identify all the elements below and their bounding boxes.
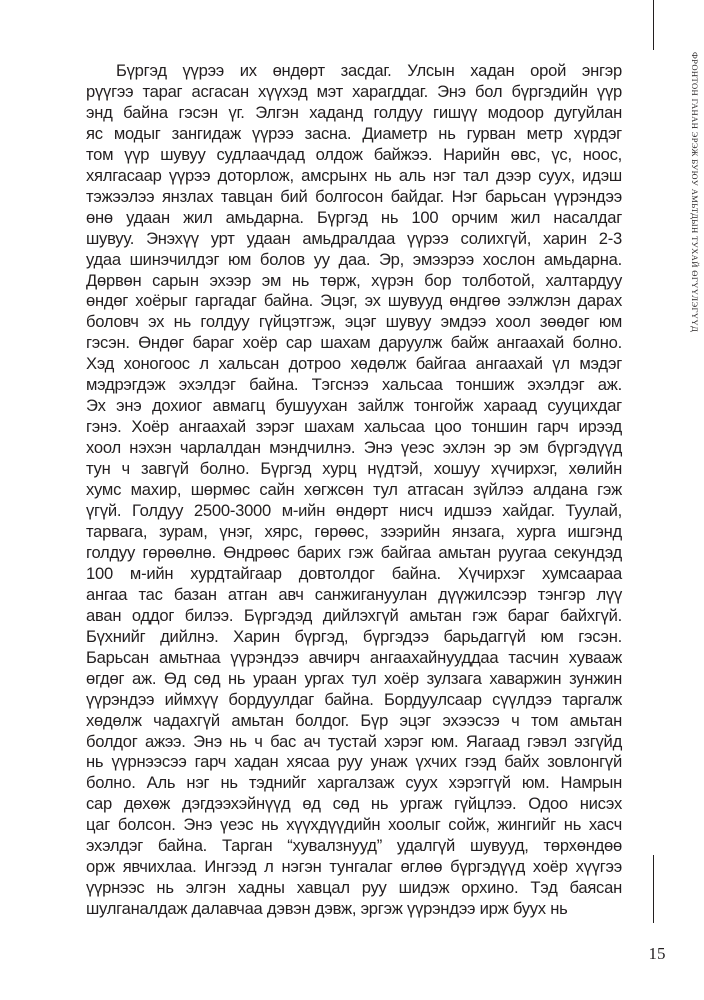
text-line: шулганалдаж далавчаа дэвэн дэвж, эргэж үүрэндээ ирж буух нь xyxy=(86,899,568,919)
body-text xyxy=(86,61,622,920)
text-line: голдуу гөрөөлнө. Өндрөөс барих гэж байгаа амьтан руугаа секундэд xyxy=(86,542,622,562)
text-line: үгүй. Голдуу 2500-3000 м-ийн өндөрт нисч идшээ хайдаг. Туулай, xyxy=(86,501,622,521)
text-line: аван оддог билээ. Бүргэдэд дийлэхгүй амьтан гэж бараг байхгүй. xyxy=(86,605,622,625)
margin-rule-bottom xyxy=(653,855,654,923)
text-line: нь үүрнээсээ гарч хадан хясаа руу унаж үхчих гээд байх зовлонгүй xyxy=(86,752,622,772)
margin-rule-top xyxy=(653,0,654,50)
text-line: өндөг хоёрыг гаргадаг байна. Эцэг, эх шувууд өндгөө ээлжлэн дарах xyxy=(86,291,622,311)
text-line: том үүр шувуу судлаачдад олдож байжээ. Нарийн өвс, үс, ноос, xyxy=(86,144,622,164)
text-line: орж явчихлаа. Ингээд л нэгэн тунгалаг өглөө бүргэдүүд хоёр хүүгээ xyxy=(86,857,622,877)
text-line: удаа шинэчилдэг юм болов уу даа. Эр, эмээрээ хослон амьдарна. xyxy=(86,249,622,269)
text-line: хоол нэхэн чарлалдан мэндчилнэ. Энэ үеэс эхлэн эр эм бүргэдүүд xyxy=(86,438,622,458)
text-line: шувуу. Энэхүү урт удаан амьдралдаа үүрээ солихгүй, харин 2-3 xyxy=(86,228,622,248)
text-line: 100 м-ийн хурдтайгаар довтолдог байна. Хүчирхэг хумсаараа xyxy=(86,563,622,583)
text-line: тун ч завгүй болно. Бүргэд хурц нүдтэй, хошуу хүчирхэг, хөлийн xyxy=(86,459,622,479)
text-line: цаг болсон. Энэ үеэс нь хүүхдүүдийн хоолыг сойж, жингийг нь хасч xyxy=(86,815,622,835)
text-line: энд байна гэсэн үг. Элгэн хаданд голдуу гишүү модоор дугуйлан xyxy=(86,102,622,122)
text-line: сар дөхөж дэгдээхэйнүүд өд сөд нь ургаж гүйцлээ. Одоо нисэх xyxy=(86,794,622,814)
text-line: болдог ажээ. Энэ нь ч бас ач тустай хэрэг юм. Яагаад гэвэл эзгүйд xyxy=(86,731,622,751)
text-line: хөдөлж чадахгүй амьтан болдог. Бүр эцэг эхээсээ ч том амьтан xyxy=(86,710,622,730)
text-line: тэжээлээ янзлах тавцан бий болгосон байдаг. Нэг барьсан үүрэндээ xyxy=(86,186,622,206)
text-line: эхэлдэг байна. Тарган “хувалзнууд” удалгүй шувууд, төрхөндөө xyxy=(86,836,622,856)
text-line: тарвага, зурам, үнэг, хярс, гөрөөс, зээрийн янзага, хурга ишгэнд xyxy=(86,521,622,541)
text-line: гэсэн. Өндөг бараг хоёр сар шахам даруулж байж ангаахай болно. xyxy=(86,333,622,353)
text-line: Бүхнийг дийлнэ. Харин бүргэд, бүргэдээ барьдаггүй юм гэсэн. xyxy=(86,626,622,646)
text-line: өгдөг аж. Өд сөд нь ураан ургах тул хоёр зулзага хаваржин зунжин xyxy=(86,668,622,688)
text-line: мэдрэгдэж эхэлдэг байна. Тэгснээ хальсаа тоншиж эхэлдэг аж. xyxy=(86,375,622,395)
text-line: Хэд хоногоос л хальсан дотроо хөдөлж байгаа ангаахай үл мэдэг xyxy=(86,354,622,374)
text-line: яс модыг зангидаж үүрээ засна. Диаметр нь гурван метр хүрдэг xyxy=(86,123,622,143)
text-line: хумс махир, шөрмөс сайн хөгжсөн тул атгасан зүйлээ алдана гэж xyxy=(86,480,622,500)
text-line: үүрэндээ иймхүү бордуулдаг байна. Бордуулсаар сүүлдээ таргалж xyxy=(86,689,622,709)
text-line: Дөрвөн сарын эхээр эм нь төрж, хүрэн бор толботой, халтардуу xyxy=(86,270,622,290)
text-line: Эх энэ дохиог авмагц бушуухан зайлж тонгойж хараад сууцихдаг xyxy=(86,396,622,416)
running-header: ФРОНТОН ГАНАН ЭРЭЖ БУЮУ АМЬТДЫН ТУХАЙ ӨГҮҮЛЭГҮҮД xyxy=(690,52,700,333)
text-line: Барьсан амьтнаа үүрэндээ авчирч ангаахайнууддаа тасчин хувааж xyxy=(86,647,622,667)
text-line: болно. Аль нэг нь тэднийг харгалзаж суух хэрэггүй юм. Намрын xyxy=(86,773,622,793)
text-line: боловч эх нь голдуу гүйцэтгэж, эцэг шувуу эмдээ хоол зөөдөг юм xyxy=(86,312,622,332)
text-line: рүүгээ тараг асгасан хүүхэд мэт харагддаг. Энэ бол бүргэдийн үүр xyxy=(86,81,622,101)
text-line: үүрнээс нь элгэн хадны хавцал руу шидэж орхино. Тэд баясан xyxy=(86,878,622,898)
text-line: өнө удаан жил амьдарна. Бүргэд нь 100 орчим жил насалдаг xyxy=(86,207,622,227)
text-line: Бүргэд үүрээ их өндөрт засдаг. Улсын хадан орой энгэр xyxy=(116,61,622,80)
text-line: ангаа тас базан атган авч санжигануулан дүүжилсээр тэнгэр лүү xyxy=(86,584,622,604)
text-line: хялгасаар үүрээ доторлож, амсрынх нь аль нэг тал дээр суух, идэш xyxy=(86,165,622,185)
text-line: гэнэ. Хоёр ангаахай зэрэг шахам хальсаа цоо тоншин гарч ирээд xyxy=(86,417,622,437)
page-number: 15 xyxy=(648,944,666,963)
